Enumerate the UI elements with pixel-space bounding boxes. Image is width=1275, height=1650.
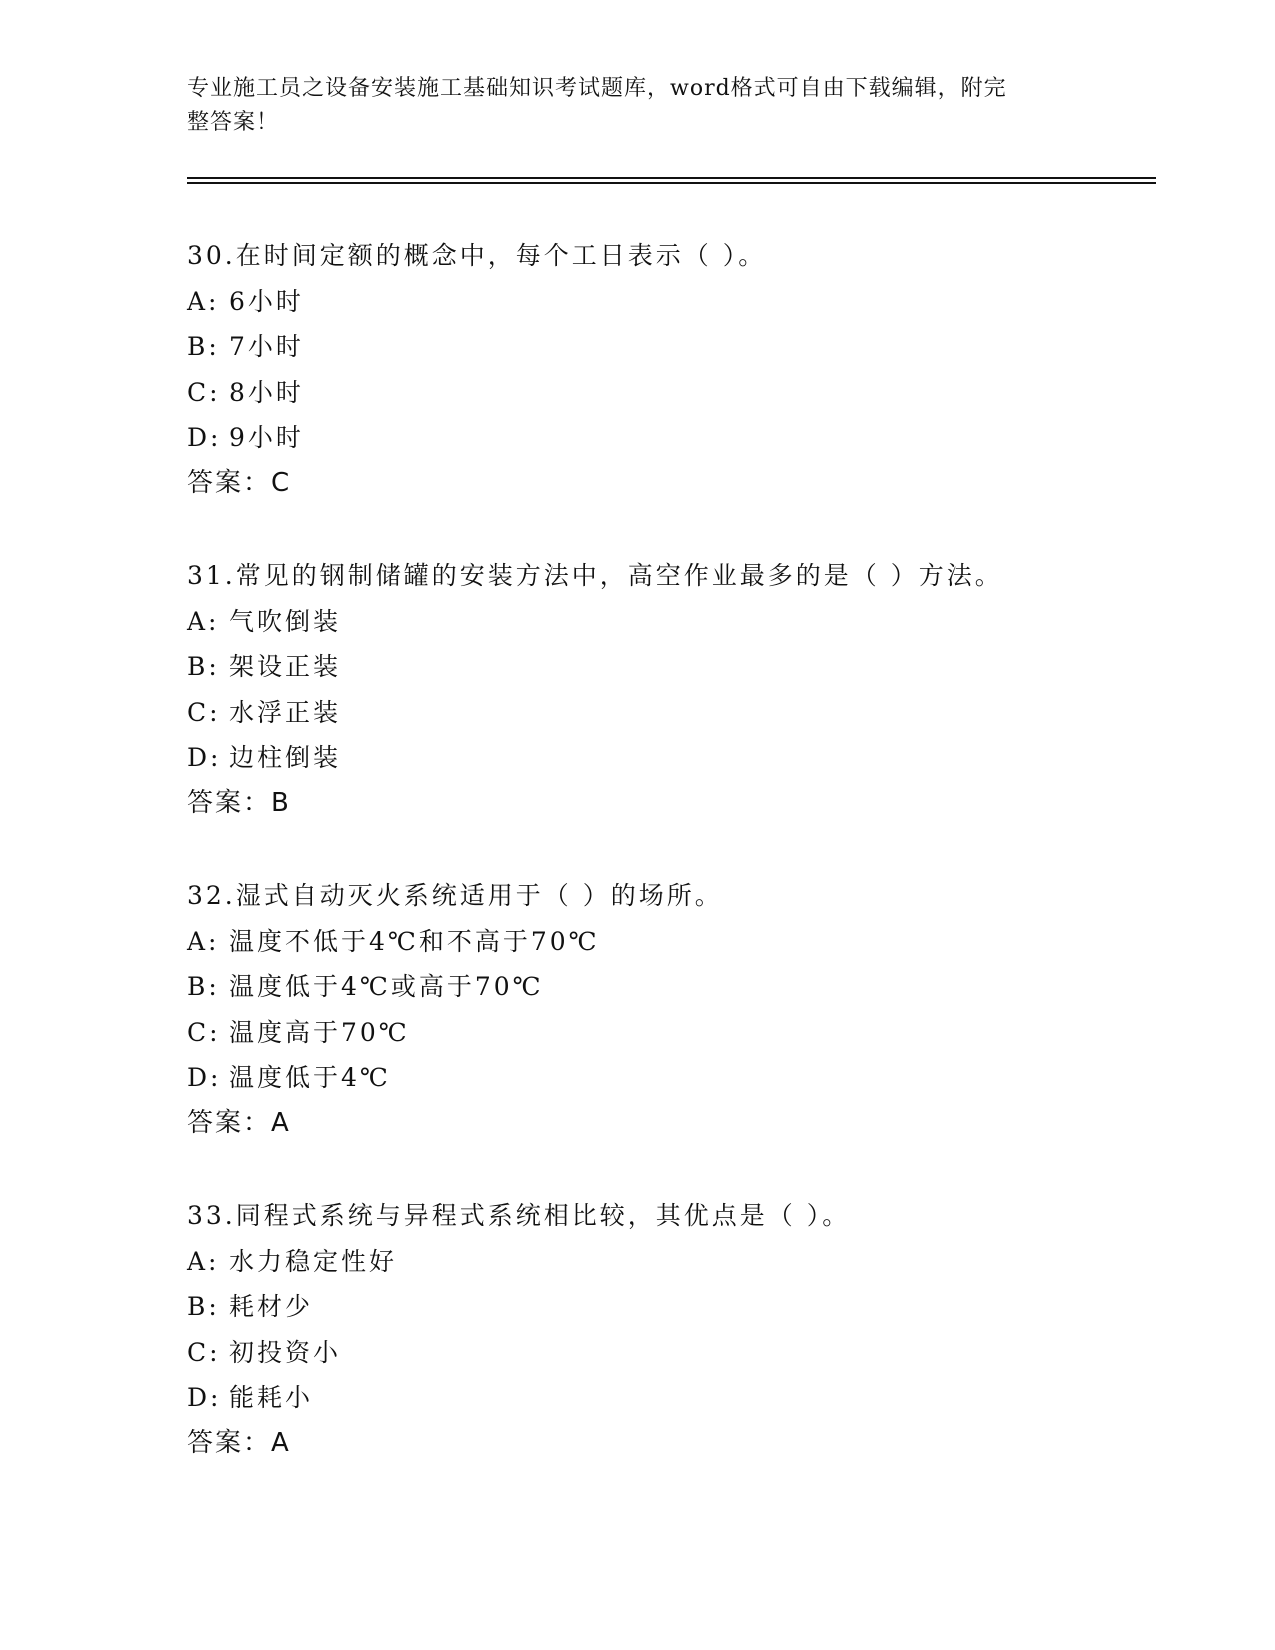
option-c [187,690,1147,736]
option-text: 耗材少 [229,1292,314,1321]
question-32 [187,873,1147,1146]
option-text: 9小时 [229,423,304,452]
header-line-1: 专业施工员之设备安装施工基础知识考试题库，word格式可自由下载编辑，附完 [187,76,1007,101]
option-letter: B: [187,332,220,361]
option-text: 架设正装 [229,652,342,681]
answer: 答案：B [187,787,291,818]
option-letter: C: [187,697,221,727]
option-text: 8小时 [229,377,304,407]
answer: 答案：A [187,1427,291,1458]
option-a [187,599,1147,645]
option-text: 7小时 [229,332,304,361]
option-letter: B: [187,972,220,1001]
question-stem: 32.湿式自动灭火系统适用于（ ）的场所。 [187,881,723,910]
option-letter: D: [187,743,222,772]
option-letter: B: [187,652,220,681]
option-d [187,735,1147,781]
option-letter: A: [187,286,220,316]
option-c [187,1330,1147,1376]
option-letter: C: [187,1017,221,1047]
option-a [187,919,1147,965]
question-stem: 31.常见的钢制储罐的安装方法中，高空作业最多的是（ ）方法。 [187,561,1003,590]
option-c [187,1010,1147,1056]
answer: 答案：C [187,467,292,498]
question-stem: 33.同程式系统与异程式系统相比较，其优点是（ ）。 [187,1201,851,1230]
option-text: 温度低于4℃或高于70℃ [229,972,544,1001]
option-letter: B: [187,1292,220,1321]
option-letter: C: [187,377,221,407]
header-divider-top [187,177,1156,179]
option-c [187,370,1147,416]
option-text: 水力稳定性好 [229,1246,398,1276]
option-text: 温度不低于4℃和不高于70℃ [229,926,600,956]
option-text: 边柱倒装 [229,743,342,772]
option-letter: D: [187,1383,222,1412]
option-letter: D: [187,423,222,452]
option-text: 温度低于4℃ [229,1063,391,1092]
option-b [187,324,1147,370]
option-a [187,279,1147,325]
option-text: 能耗小 [229,1383,314,1412]
option-d [187,1055,1147,1101]
question-stem: 30.在时间定额的概念中，每个工日表示（ ）。 [187,241,767,270]
option-letter: A: [187,1246,220,1276]
question-31 [187,553,1147,826]
option-d [187,1375,1147,1421]
question-33 [187,1193,1147,1466]
question-30 [187,233,1147,506]
option-b [187,644,1147,690]
option-text: 初投资小 [229,1337,342,1367]
option-text: 6小时 [229,286,304,316]
option-text: 水浮正装 [229,697,342,727]
option-letter: A: [187,606,220,636]
option-letter: D: [187,1063,222,1092]
option-letter: C: [187,1337,221,1367]
header-divider-bottom [187,182,1156,184]
option-letter: A: [187,926,220,956]
option-text: 气吹倒装 [229,606,342,636]
answer: 答案：A [187,1107,291,1138]
header-line-2: 整答案！ [187,110,280,135]
option-b [187,1284,1147,1330]
option-a [187,1239,1147,1285]
document-header [187,72,1067,140]
option-text: 温度高于70℃ [229,1017,410,1047]
option-b [187,964,1147,1010]
option-d [187,415,1147,461]
